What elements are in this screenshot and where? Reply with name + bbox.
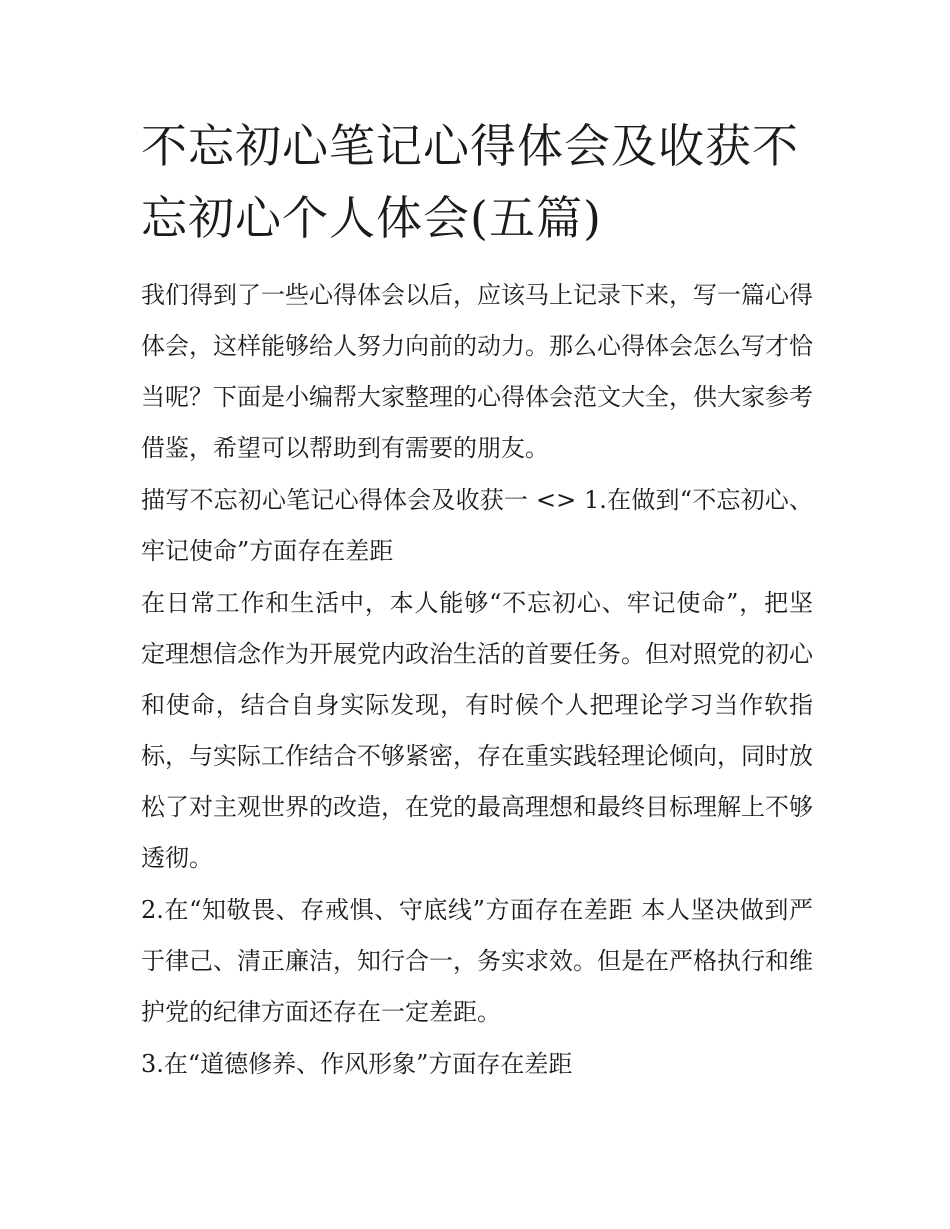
document-page [141, 110, 813, 1090]
paragraph-intro: 我们得到了一些心得体会以后，应该马上记录下来，写一篇心得体会，这样能够给人努力向前的动力。那么心得体会怎么写才恰当呢？下面是小编帮大家整理的心得体会范文大全，供大家参考借鉴，希望可以帮助到有需要的朋友。 [141, 281, 813, 462]
paragraph-heading-1: 描写不忘初心笔记心得体会及收获一 <> 1.在做到“不忘初心、牢记使命”方面存在差距 [141, 486, 813, 565]
paragraph-item-2: 2.在“知敬畏、存戒惧、守底线”方面存在差距 本人坚决做到严于律己、清正廉洁，知行合一，务实求效。但是在严格执行和维护党的纪律方面还存在一定差距。 [141, 896, 813, 1026]
document-title: 不忘初心笔记心得体会及收获不忘初心个人体会(五篇) [141, 119, 799, 245]
document-body [141, 270, 813, 1090]
paragraph-body-1: 在日常工作和生活中，本人能够“不忘初心、牢记使命”，把坚定理想信念作为开展党内政治生活的首要任务。但对照党的初心和使命，结合自身实际发现，有时候个人把理论学习当作软指标，与实际工作结合不够紧密，存在重实践轻理论倾向，同时放松了对主观世界的改造，在党的最高理想和最终目标理解上不够透彻。 [141, 589, 813, 872]
paragraph-item-3: 3.在“道德修养、作风形象”方面存在差距 [141, 1050, 573, 1078]
